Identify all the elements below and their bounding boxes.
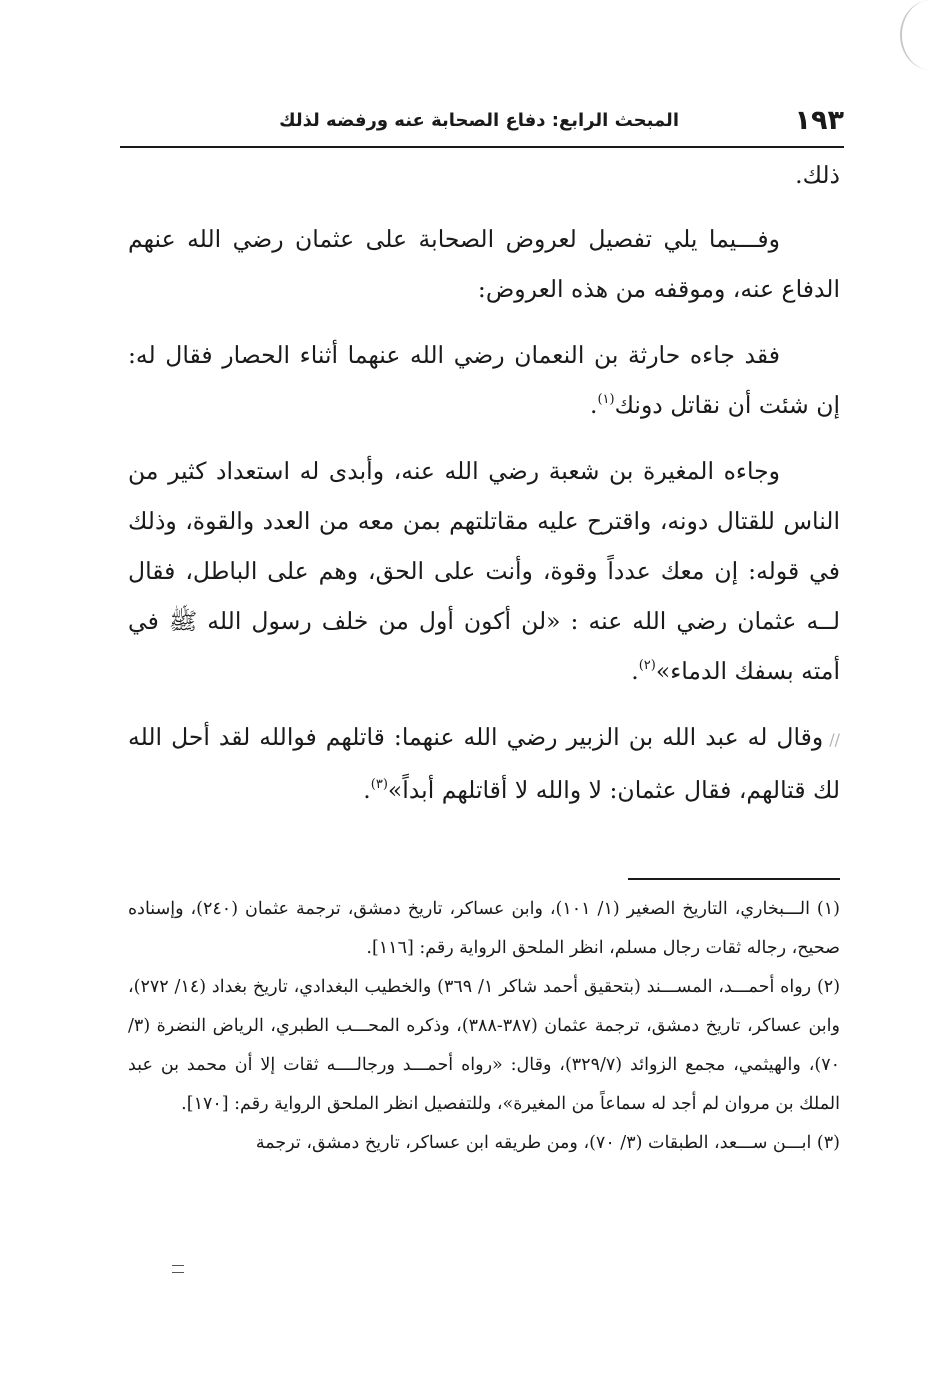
paragraph-mughira-text: وجاءه المغيرة بن شعبة رضي الله عنه، وأبدى له استعداد كثير من الناس للقتال دونه، واقترح عليه مقاتلتهم بمن معه من العدد والقوة، وذلك في قوله: إن معك عدداً وقوة، وأنت على الحق، وهم على الباطل، فقال لــه عثمان رضي الله عنه : «لن أكون أول من خلف رسول الله ﷺ في أمته بسفك الدماء» (128, 457, 840, 685)
page-edge-arc (900, 0, 942, 70)
paragraph-haritha (128, 330, 840, 430)
footnote-ref-1: (١) (597, 392, 615, 407)
paragraph-zubayr (128, 712, 840, 815)
pencil-mark: // (829, 730, 840, 749)
paragraph-haritha-end: . (589, 391, 598, 419)
paragraph-mughira-end: . (631, 657, 639, 685)
footnote-1: (١) الـــبخاري، التاريخ الصغير (١/ ١٠١)، وابن عساكر، تاريخ دمشق، ترجمة عثمان (٢٤٠)، وإسناده صحيح، رجاله ثقات رجال مسلم، انظر الملحق الرواية رقم: [١١٦]. (128, 899, 840, 958)
page-header (120, 103, 844, 143)
footnote-2: (٢) رواه أحمـــد، المســـند (بتحقيق أحمد شاكر ١/ ٣٦٩) والخطيب البغدادي، تاريخ بغداد (١٤/ ٢٧٢)، وابن عساكر، تاريخ دمشق، ترجمة عثمان (٣٨٧-٣٨٨)، وذكره المحـــب الطبري، الرياض النضرة (٣/ ٧٠)، والهيثمي، مجمع الزوائد (٣٢٩/٧)، وقال: «رواه أحمـــد ورجالــــه ثقات إلا أن محمد بن عبد الملك بن مروان لم أجد له سماعاً من المغيرة»، وللتفصيل انظر الملحق الرواية رقم: [١٧٠]. (128, 977, 841, 1114)
footnote-separator (628, 878, 840, 880)
paragraph-continuation: ذلك. (795, 161, 840, 189)
footnotes (128, 890, 840, 1163)
running-title: المبحث الرابع: دفاع الصحابة عنه ورفضه لذلك (279, 110, 679, 131)
footnote-ref-2: (٢) (638, 658, 656, 673)
equals-mark (172, 1265, 184, 1273)
footnote-3: (٣) ابـــن ســـعد، الطبقات (٣/ ٧٠)، ومن طريقه ابن عساكر، تاريخ دمشق، ترجمة (255, 1133, 840, 1153)
page-number: ١٩٣ (794, 105, 844, 136)
paragraph-zubayr-text: وقال له عبد الله بن الزبير رضي الله عنهما: قاتلهم فوالله لقد أحل الله لك قتالهم، فقال عثمان: لا والله لا أقاتلهم أبداً» (128, 723, 840, 804)
paragraph-intro: وفـــيما يلي تفصيل لعروض الصحابة على عثمان رضي الله عنهم الدفاع عنه، وموقفه من هذه العروض: (128, 225, 840, 303)
paragraph-haritha-text: فقد جاءه حارثة بن النعمان رضي الله عنهما أثناء الحصار فقال له: إن شئت أن نقاتل دونك (128, 341, 840, 419)
paragraph-zubayr-end: . (363, 776, 371, 804)
footnote-ref-3: (٣) (370, 777, 388, 792)
paragraph-mughira (128, 446, 840, 696)
main-text (128, 150, 840, 831)
header-rule (120, 146, 844, 148)
